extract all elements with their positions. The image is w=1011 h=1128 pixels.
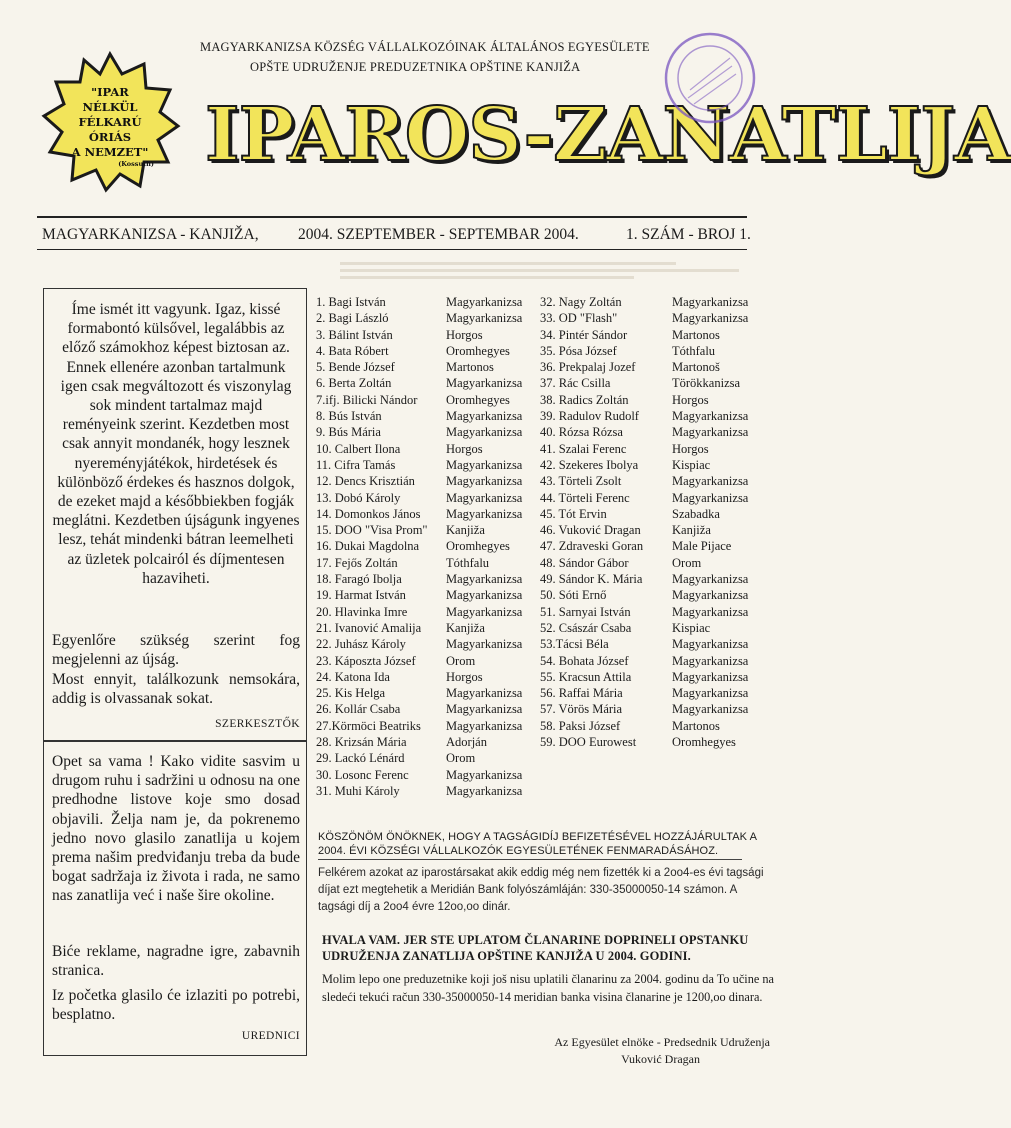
member-town: Martonos: [446, 360, 494, 375]
member-town: Magyarkanizsa: [446, 311, 523, 326]
member-name: 8. Bús István: [316, 409, 382, 424]
member-town: Magyarkanizsa: [446, 376, 523, 391]
member-name: 39. Radulov Rudolf: [540, 409, 639, 424]
member-town: Magyarkanizsa: [446, 767, 523, 782]
member-town: Törökkanizsa: [672, 376, 741, 391]
member-town: Magyarkanizsa: [446, 686, 523, 701]
member-town: Magyarkanizsa: [446, 490, 523, 505]
notice-rule: [318, 859, 742, 860]
member-name: 17. Fejős Zoltán: [316, 555, 398, 570]
member-town: Magyarkanizsa: [672, 572, 749, 587]
member-name: 50. Sóti Ernő: [540, 588, 607, 603]
member-name: 38. Radics Zoltán: [540, 392, 629, 407]
member-town: Oromhegyes: [672, 735, 736, 750]
fee-request-hu: Felkérem azokat az iparostársakat akik eddig még nem fizették ki a 2oo4-es évi tagsági díjat ezt megtehetik a Meridián Bank folyószámláján: 330-35000050-14 számon. A tagsági díj a 2oo4 évre 12oo,oo dinár.: [318, 867, 764, 913]
member-town: Magyarkanizsa: [672, 604, 749, 619]
member-name: 33. OD "Flash": [540, 311, 618, 326]
members-towns-column-2: [672, 294, 748, 750]
member-town: Magyarkanizsa: [672, 295, 749, 309]
member-town: Oromhegyes: [446, 343, 510, 358]
badge-line: A NEMZET": [71, 145, 149, 159]
member-name: 13. Dobó Károly: [316, 490, 401, 505]
member-town: Horgos: [446, 327, 483, 342]
member-town: Magyarkanizsa: [446, 425, 523, 440]
member-name: 1. Bagi István: [316, 295, 386, 309]
editorial-hu-text-2: Egyenlőre szükség szerint fog megjelenni az újság.: [52, 632, 300, 669]
member-town: Magyarkanizsa: [672, 686, 749, 701]
member-name: 10. Calbert Ilona: [316, 441, 401, 456]
member-name: 29. Lackó Lénárd: [316, 751, 405, 766]
member-town: Magyarkanizsa: [446, 588, 523, 603]
signoff-name: Vuković Dragan: [621, 1052, 700, 1066]
member-name: 9. Bús Mária: [316, 425, 381, 440]
member-name: 40. Rózsa Rózsa: [540, 425, 623, 440]
member-town: Oromhegyes: [446, 539, 510, 554]
member-name: 35. Pósa József: [540, 343, 617, 358]
member-name: 27.Körmöci Beatriks: [316, 718, 421, 733]
member-name: 22. Juhász Károly: [316, 637, 406, 652]
member-town: Magyarkanizsa: [672, 490, 749, 505]
newspaper-title: IPAROS-ZANATLIJA: [205, 92, 1011, 178]
member-town: Szabadka: [672, 506, 720, 521]
member-town: Magyarkanizsa: [672, 425, 749, 440]
member-town: Martonos: [672, 327, 720, 342]
member-name: 52. Császár Csaba: [540, 620, 632, 635]
stamp-icon: [660, 28, 760, 128]
member-name: 54. Bohata József: [540, 653, 629, 668]
member-town: Horgos: [672, 441, 709, 456]
organization-name-hu: MAGYARKANIZSA KÖZSÉG VÁLLALKOZÓINAK ÁLTALÁNOS EGYESÜLETE: [200, 40, 650, 54]
member-name: 44. Törteli Ferenc: [540, 490, 630, 505]
member-name: 31. Muhi Károly: [316, 783, 400, 798]
member-town: Magyarkanizsa: [446, 295, 523, 309]
member-name: 11. Cifra Tamás: [316, 457, 396, 472]
signoff-title: Az Egyesület elnöke - Predsednik Udruženja: [554, 1035, 770, 1049]
badge-attribution: (Kossuth): [118, 160, 154, 168]
editorial-sr-signature: UREDNICI: [241, 1030, 300, 1042]
editorial-hu-signature: SZERKESZTŐK: [215, 718, 300, 730]
members-towns-column-1: [446, 294, 522, 799]
organization-name-sr: OPŠTE UDRUŽENJE PREDUZETNIKA OPŠTINE KANJIŽA: [250, 60, 581, 74]
member-town: Orom: [672, 555, 702, 570]
members-names-column-1: [316, 294, 428, 799]
member-town: Magyarkanizsa: [446, 783, 523, 798]
member-name: 14. Domonkos János: [316, 506, 421, 521]
member-town: Adorján: [446, 735, 487, 750]
editorial-sr-text: Opet sa vama ! Kako vidite sasvim u drugom ruhu i sadržini u odnosu na one predhodne listove koje smo dosad objavili. Želja nam je, da pokrenemo jedno novo glasilo zanatlija u kojem prema našim predviđanju treba da bude bogat sadržaja iz života i rada, ne samo nas zanatlija već i naše šire okoline.: [52, 753, 300, 905]
member-town: Magyarkanizsa: [672, 409, 749, 424]
member-name: 37. Rác Csilla: [540, 376, 611, 391]
member-name: 24. Katona Ida: [316, 669, 390, 684]
member-name: 57. Vörös Mária: [540, 702, 623, 717]
member-town: Magyarkanizsa: [446, 718, 523, 733]
member-name: 56. Raffai Mária: [540, 686, 623, 701]
member-town: Kanjiža: [446, 620, 485, 635]
member-name: 58. Paksi József: [540, 718, 621, 733]
member-town: Magyarkanizsa: [446, 637, 523, 652]
signoff: [480, 1034, 770, 1068]
member-name: 30. Losonc Ferenc: [316, 767, 409, 782]
member-town: Magyarkanizsa: [672, 637, 749, 652]
header-rule: [37, 216, 747, 218]
member-town: Magyarkanizsa: [446, 409, 523, 424]
member-name: 23. Káposzta József: [316, 653, 416, 668]
badge-text: [60, 85, 160, 168]
member-town: Magyarkanizsa: [446, 506, 523, 521]
member-name: 53.Tácsi Béla: [540, 637, 609, 652]
member-town: Kanjiža: [446, 523, 485, 538]
member-name: 12. Dencs Krisztián: [316, 474, 415, 489]
member-name: 5. Bende József: [316, 360, 395, 375]
member-town: Magyarkanizsa: [446, 457, 523, 472]
member-name: 47. Zdraveski Goran: [540, 539, 644, 554]
badge-line: ÓRIÁS: [88, 130, 132, 144]
member-town: Magyarkanizsa: [446, 702, 523, 717]
editorial-sr-text-3: Iz početka glasilo će izlaziti po potrebi, besplatno.: [52, 987, 300, 1024]
issue-date: 2004. SZEPTEMBER - SEPTEMBAR 2004.: [298, 226, 579, 243]
thanks-notice-hu: KÖSZÖNÖM ÖNÖKNEK, HOGY A TAGSÁGIDÍJ BEFIZETÉSÉVEL HOZZÁJÁRULTAK A 2004. ÉVI KÖZSÉGI VÁLLALKOZÓK EGYESÜLETÉNEK FENMARADÁSÁHOZ.: [318, 831, 757, 857]
thanks-notice-sr: HVALA VAM. JER STE UPLATOM ČLANARINE DOPRINELI OPSTANKU UDRUŽENJA ZANATLIJA OPŠTINE KANJIŽA U 2004. GODINI.: [322, 933, 749, 963]
member-name: 43. Törteli Zsolt: [540, 474, 622, 489]
member-name: 28. Krizsán Mária: [316, 735, 407, 750]
badge-line: "IPAR: [91, 85, 129, 99]
member-name: 48. Sándor Gábor: [540, 555, 629, 570]
member-name: 4. Bata Róbert: [316, 343, 389, 358]
member-town: Kanjiža: [672, 523, 711, 538]
member-town: Magyarkanizsa: [672, 588, 749, 603]
member-name: 6. Berta Zoltán: [316, 376, 392, 391]
header-rule-lower: [37, 249, 747, 250]
fee-request-sr: Molim lepo one preduzetnike koji još nisu uplatili članarinu za 2004. godinu da To učine na sledeći tekući račun 330-35000050-14 meridian banka visina članarine je 1200,oo dinara.: [322, 972, 774, 1004]
members-names-column-2: [540, 294, 643, 750]
member-town: Oromhegyes: [446, 392, 510, 407]
member-name: 16. Dukai Magdolna: [316, 539, 420, 554]
editorial-hu-text-3: Most ennyit, találkozunk nemsokára, addig is olvassanak sokat.: [52, 671, 300, 708]
member-name: 36. Prekpalaj Jozef: [540, 360, 636, 375]
editorial-hu-text: Íme ismét itt vagyunk. Igaz, kissé formabontó külsővel, legalábbis az előző számokhoz képest biztosan az. Ennek ellenére azonban tartalmunk igen csak megváltozott és viszonylag sok mindent tartalmaz majd reményeink szerint. Kezdetben most csak annyit mondanék, hogy lesznek nyereményjátékok, hirdetések és különböző érdekes és hasznos dolgok, de ezeket majd a későbbiekben fogják meglátni. Kezdetben újságunk ingyenes lesz, tehát mindenki bátran leemelheti az üzletek polcairól és díjmentesen hazaviheti.: [52, 301, 300, 587]
member-town: Martonoš: [672, 360, 720, 375]
member-town: Magyarkanizsa: [672, 474, 749, 489]
member-name: 19. Harmat István: [316, 588, 406, 603]
member-town: Orom: [446, 751, 476, 766]
member-name: 18. Faragó Ibolja: [316, 572, 402, 587]
member-name: 51. Sarnyai István: [540, 604, 631, 619]
member-town: Magyarkanizsa: [446, 474, 523, 489]
member-name: 26. Kollár Csaba: [316, 702, 401, 717]
member-town: Tóthfalu: [446, 555, 490, 570]
member-town: Magyarkanizsa: [672, 311, 749, 326]
member-town: Martonos: [672, 718, 720, 733]
member-town: Horgos: [672, 392, 709, 407]
member-town: Magyarkanizsa: [446, 604, 523, 619]
member-town: Tóthfalu: [672, 343, 716, 358]
member-town: Magyarkanizsa: [446, 572, 523, 587]
member-name: 59. DOO Eurowest: [540, 735, 637, 750]
member-name: 32. Nagy Zoltán: [540, 295, 622, 309]
member-name: 25. Kis Helga: [316, 686, 386, 701]
badge-line: NÉLKÜL: [82, 100, 138, 114]
badge-line: FÉLKARÚ: [78, 115, 142, 129]
member-name: 2. Bagi László: [316, 311, 389, 326]
bleed-through-texture: [340, 258, 760, 288]
member-name: 55. Kracsun Attila: [540, 669, 632, 684]
member-name: 41. Szalai Ferenc: [540, 441, 627, 456]
member-name: 21. Ivanović Amalija: [316, 620, 422, 635]
member-name: 34. Pintér Sándor: [540, 327, 628, 342]
member-name: 45. Tót Ervin: [540, 506, 607, 521]
member-name: 46. Vuković Dragan: [540, 523, 641, 538]
editorial-divider: [43, 740, 307, 742]
member-name: 49. Sándor K. Mária: [540, 572, 643, 587]
editorial-sr-text-2: Biće reklame, nagradne igre, zabavnih stranica.: [52, 943, 300, 980]
member-name: 20. Hlavinka Imre: [316, 604, 408, 619]
member-town: Magyarkanizsa: [672, 669, 749, 684]
member-town: Horgos: [446, 441, 483, 456]
member-town: Orom: [446, 653, 476, 668]
member-town: Horgos: [446, 669, 483, 684]
member-town: Kispiac: [672, 457, 711, 472]
member-town: Magyarkanizsa: [672, 702, 749, 717]
member-name: 15. DOO "Visa Prom": [316, 523, 428, 538]
member-town: Kispiac: [672, 620, 711, 635]
member-name: 7.ifj. Bilicki Nándor: [316, 392, 418, 407]
member-town: Male Pijace: [672, 539, 732, 554]
issue-number: 1. SZÁM - BROJ 1.: [626, 226, 751, 243]
member-name: 42. Szekeres Ibolya: [540, 457, 639, 472]
member-name: 3. Bálint István: [316, 327, 393, 342]
issue-place: MAGYARKANIZSA - KANJIŽA,: [42, 226, 259, 243]
member-town: Magyarkanizsa: [672, 653, 749, 668]
